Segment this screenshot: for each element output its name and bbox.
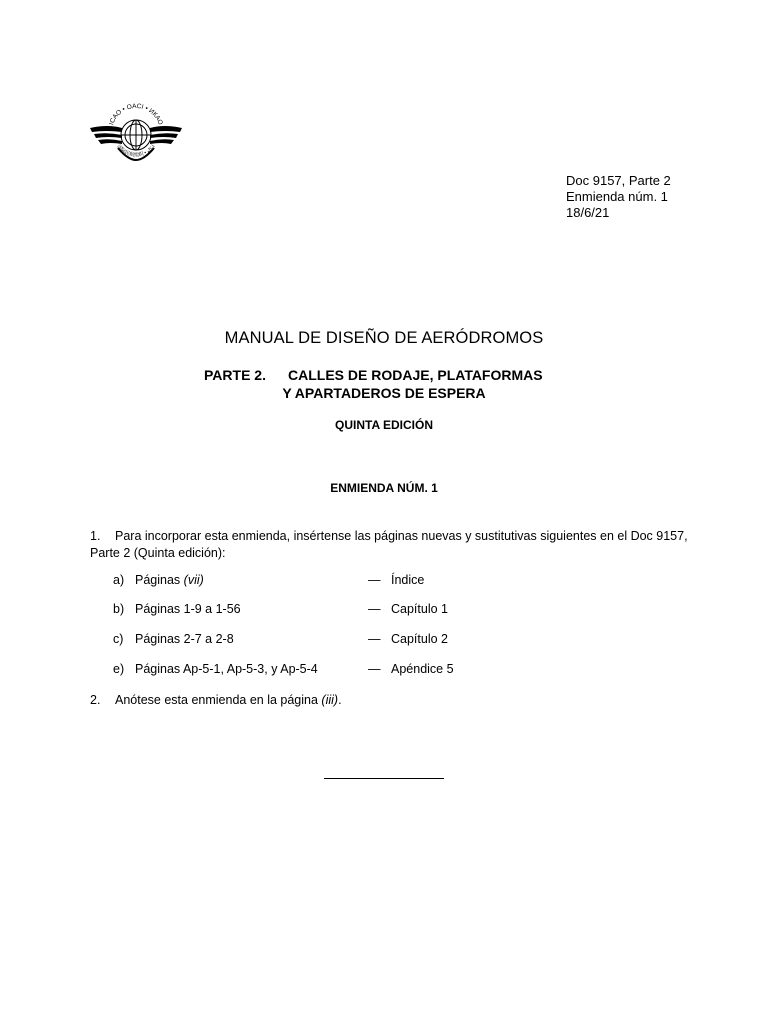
list-item-pages: Páginas 2-7 a 2-8 xyxy=(135,632,234,646)
part-number: PARTE 2. xyxy=(204,367,266,383)
part-heading-line-1 xyxy=(204,367,543,383)
item-number: 1. xyxy=(90,529,101,543)
instruction-1-line-1: Para incorporar esta enmienda, insértense las páginas nuevas y sustitutivas siguientes en el Doc 9157, xyxy=(115,529,688,543)
list-item-chapter: Apéndice 5 xyxy=(391,662,454,676)
list-item-dash: — xyxy=(368,573,381,587)
doc-number: Doc 9157, Parte 2 xyxy=(566,173,671,188)
list-item-dash: — xyxy=(368,632,381,646)
instruction-item-1 xyxy=(90,528,688,562)
instruction-2-text: Anótese esta enmienda en la página (iii). xyxy=(115,693,342,707)
list-item-pages: Páginas (vii) xyxy=(135,573,204,587)
logo-text-top: ICAO • OACI • ИКАО xyxy=(108,102,164,126)
list-item-pages: Páginas 1-9 a 1-56 xyxy=(135,602,241,616)
list-item-chapter: Índice xyxy=(391,573,425,587)
item-number: 2. xyxy=(90,693,101,707)
icao-emblem-logo xyxy=(88,88,184,172)
globe-shape xyxy=(121,120,151,150)
logo-text-bottom: 国际民航组织 • ايكاو xyxy=(115,143,157,159)
part-title-line-2: Y APARTADEROS DE ESPERA xyxy=(282,385,486,401)
edition-heading: QUINTA EDICIÓN xyxy=(335,418,433,432)
amendment-number: Enmienda núm. 1 xyxy=(566,189,668,204)
list-item-letter: a) xyxy=(113,573,125,587)
document-title: MANUAL DE DISEÑO DE AERÓDROMOS xyxy=(224,329,544,347)
document-date: 18/6/21 xyxy=(566,205,610,220)
list-item-dash: — xyxy=(368,662,381,676)
list-item-dash: — xyxy=(368,602,381,616)
end-rule-divider xyxy=(324,778,444,779)
list-item-chapter: Capítulo 1 xyxy=(391,602,448,616)
list-item-chapter: Capítulo 2 xyxy=(391,632,448,646)
list-item-letter: b) xyxy=(113,602,125,616)
list-item-pages: Páginas Ap-5-1, Ap-5-3, y Ap-5-4 xyxy=(135,662,318,676)
part-title-line-1: CALLES DE RODAJE, PLATAFORMAS xyxy=(288,367,543,383)
list-item-letter: c) xyxy=(113,632,124,646)
list-item-letter: e) xyxy=(113,662,125,676)
instruction-item-2 xyxy=(90,692,342,709)
amendment-heading: ENMIENDA NÚM. 1 xyxy=(330,481,438,495)
document-reference xyxy=(566,173,671,221)
instruction-1-line-2: Parte 2 (Quinta edición): xyxy=(90,546,226,560)
